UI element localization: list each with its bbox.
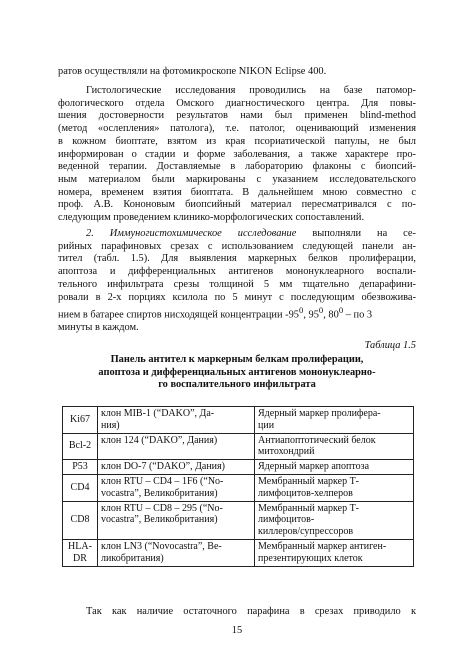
paragraph-text: , 95	[303, 309, 319, 321]
cell-line: Ki67	[70, 413, 90, 425]
cell-line: Bcl-2	[68, 440, 92, 452]
table-row	[63, 539, 414, 566]
marker-cell	[63, 539, 98, 566]
table-title-line: го воспалительного инфильтрата	[158, 379, 316, 391]
cell-line: HLA-	[68, 540, 92, 552]
clone-cell	[98, 539, 255, 566]
paragraph-line: следующим проведением клинико-морфологических сопоставлений.	[58, 212, 365, 224]
paragraph-line: рийных парафиновых срезах с использованием следующей панели ан-	[58, 240, 416, 252]
paragraph-line: фологического отдела Омского диагностического центра. Для повы-	[58, 97, 416, 109]
paragraph-text: нием в батарее спиртов нисходящей концентрации -95	[58, 309, 299, 321]
paragraph-line	[58, 228, 416, 241]
cell-line: Антиапоптотический белок	[258, 434, 376, 446]
clone-cell	[98, 407, 255, 434]
paragraph-line: минуты в каждом.	[58, 322, 139, 334]
cell-line: DR	[73, 552, 87, 564]
paragraph-line: шения достоверности результатов нами был применен blind-method	[58, 110, 416, 122]
marker-cell	[63, 433, 98, 460]
paragraph-line: ным материалом были маркированы с указанием исследовательского	[58, 173, 416, 185]
table-row	[63, 501, 414, 539]
description-cell	[255, 501, 414, 539]
table-row	[63, 407, 414, 434]
clone-cell	[98, 460, 255, 475]
paragraph-line: тельного инфильтрата срезы толщиной 5 мм тщательно депарафини-	[58, 278, 416, 290]
table-row	[63, 460, 414, 475]
paragraph-1	[58, 66, 416, 79]
degree-superscript: 0	[318, 305, 324, 316]
description-cell	[255, 407, 414, 434]
table-row	[63, 433, 414, 460]
cell-line: Ядерный маркер апоптоза	[258, 461, 370, 473]
marker-cell	[63, 474, 98, 501]
clone-cell	[98, 433, 255, 460]
cell-line: Ядерный маркер пролифера-	[258, 408, 381, 419]
cell-line: Мембранный маркер антиген-	[258, 540, 387, 552]
clone-cell	[98, 501, 255, 539]
paragraph-line: веденной терапии. Доставляемые в лабораторию флаконы с биопсий-	[58, 161, 416, 173]
paragraph-line	[58, 304, 416, 322]
paragraph-line: (метод «ослепления» патолога), т.е. патолог, оценивающий изменения	[58, 123, 416, 135]
paragraph-line: в кожном биоптате, взятом из края псориатической папулы, не был	[58, 135, 416, 147]
degree-superscript: 0	[338, 305, 344, 316]
clone-cell	[98, 474, 255, 501]
paragraph-line: тител (табл. 1.5). Для выявления маркерных белков пролиферации,	[58, 253, 416, 265]
section-heading: Иммуногистохимическое исследование	[109, 228, 297, 239]
cell-line: митохондрий	[258, 446, 315, 458]
cell-line: клон RTU – CD8 – 295 (“No-	[101, 502, 223, 514]
cell-line: клон RTU – CD4 – 1F6 (“No-	[101, 475, 224, 487]
table-title-line: Панель антител к маркерным белкам пролиферации,	[110, 354, 364, 365]
paragraph-line: ровали в 2-х порциях ксилола по 5 минут с последующим обезвожива-	[58, 291, 416, 303]
paragraph-line: ратов осуществляли на фотомикроскопе NIKON Eclipse 400.	[58, 66, 327, 77]
paragraph-histology	[58, 85, 416, 225]
table-title	[58, 354, 416, 392]
table-row	[63, 474, 414, 501]
description-cell	[255, 474, 414, 501]
cell-line: CD4	[70, 481, 90, 493]
paragraph-line: информирован о стадии и форме заболевания, а также характере про-	[58, 148, 416, 160]
cell-line: ции	[258, 419, 275, 431]
cell-line: клон LN3 (“Novocastra”, Ве-	[101, 540, 222, 552]
paragraph-line: апоптоза и дифференциальных антигенов мононуклеарного воспали-	[58, 266, 416, 278]
description-cell	[255, 539, 414, 566]
table-title-line: апоптоза и дифференциальных антигенов мононуклеарно-	[98, 366, 376, 378]
degree-superscript: 0	[298, 305, 304, 316]
cell-line: клон 124 (“DAKO”, Дания)	[101, 434, 218, 446]
paragraph-line: Так как наличие остаточного парафина в срезах приводило к	[86, 606, 416, 617]
antibody-table	[62, 406, 414, 567]
marker-cell	[63, 407, 98, 434]
cell-line: ликобритания)	[101, 552, 164, 564]
paragraph-line: номера, временем взятия биоптата. В дальнейшем мною совместно с	[58, 186, 416, 198]
cell-line: презентирующих клеток	[258, 552, 363, 564]
table-caption: Таблица 1.5	[364, 340, 416, 351]
marker-cell	[63, 501, 98, 539]
description-cell	[255, 433, 414, 460]
section-number: 2.	[86, 228, 94, 239]
paragraph-text: выполняли на се-	[296, 228, 416, 239]
page-number: 15	[231, 625, 243, 636]
description-cell	[255, 460, 414, 475]
paragraph-line: проф. А.В. Кононовым биопсийный материал пересматривался с по-	[58, 199, 416, 211]
cell-line: Мембранный маркер Т-	[258, 475, 360, 487]
cell-line: клон DO-7 (“DAKO”, Дания)	[101, 461, 225, 473]
cell-line: лимфоцитов-хелперов	[258, 487, 353, 499]
paragraph-text: , 80	[323, 309, 339, 321]
cell-line: клон MIB-1 (“DAKO”, Да-	[101, 408, 215, 419]
cell-line: P53	[72, 461, 88, 473]
cell-line: vocastra”, Великобритания)	[101, 514, 218, 526]
marker-cell	[63, 460, 98, 475]
cell-line: киллеров/супрессоров	[258, 526, 354, 538]
paragraph-text: – по 3	[343, 309, 373, 321]
cell-line: лимфоцитов-	[258, 514, 315, 526]
cell-line: vocastra”, Великобритания)	[101, 487, 218, 499]
paragraph-line: Гистологические исследования проводились на базе патомор-	[86, 85, 416, 96]
cell-line: ния)	[101, 419, 120, 431]
paragraph-4	[58, 606, 416, 619]
cell-line: Мембранный маркер Т-	[258, 502, 360, 514]
paragraph-immunohistochemistry	[58, 228, 416, 335]
cell-line: CD8	[70, 514, 90, 526]
